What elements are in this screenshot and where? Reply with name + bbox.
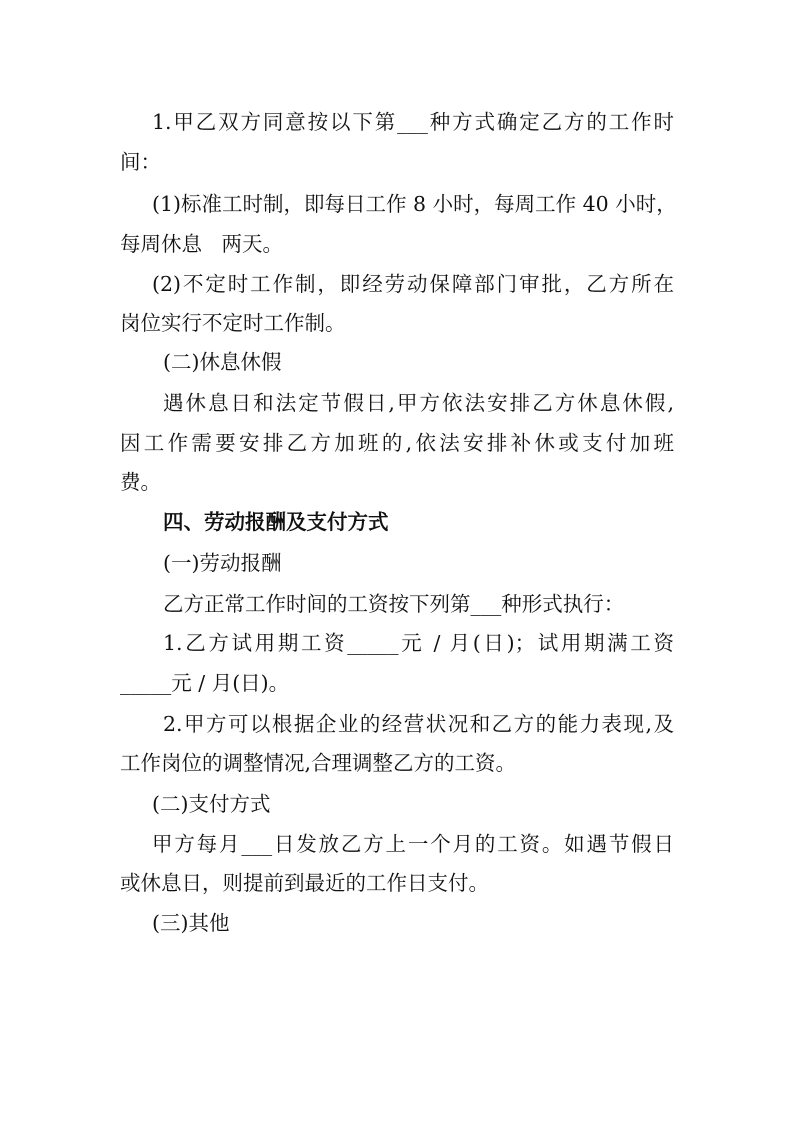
subsection-payment-title: (二)支付方式 (152, 792, 271, 816)
wage-adjustment-clause: 2.甲方可以根据企业的经营状况和乙方的能力表现,及 (163, 712, 674, 736)
payment-date-clause: 甲方每月___日发放乙方上一个月的工资。如遇节假日 (152, 832, 674, 856)
clause-work-hours-intro-cont: 间： (120, 150, 161, 174)
probation-wage-clause-cont: _____元 / 月(日)。 (120, 671, 290, 695)
rest-leave-paragraph-line2: 因工作需要安排乙方加班的,依法安排补休或支付加班 (120, 431, 674, 455)
payment-date-clause-cont: 或休息日，则提前到最近的工作日支付。 (120, 871, 489, 895)
flexible-hours-option: (2)不定时工作制，即经劳动保障部门审批，乙方所在 (152, 272, 674, 296)
section-rest-leave-title: (二)休息休假 (163, 350, 282, 374)
wage-form-clause: 乙方正常工作时间的工资按下列第___种形式执行： (163, 592, 625, 616)
section-remuneration-heading: 四、劳动报酬及支付方式 (163, 510, 389, 534)
probation-wage-clause: 1.乙方试用期工资_____元 / 月(日)；试用期满工资 (163, 631, 674, 655)
subsection-other-title: (三)其他 (152, 911, 230, 935)
wage-adjustment-clause-cont: 工作岗位的调整情况,合理调整乙方的工资。 (120, 751, 517, 775)
clause-work-hours-intro: 1.甲乙双方同意按以下第___种方式确定乙方的工作时 (152, 110, 674, 134)
rest-leave-paragraph-line3: 费。 (120, 470, 161, 494)
flexible-hours-option-cont: 岗位实行不定时工作制。 (120, 311, 346, 335)
subsection-remuneration-title: (一)劳动报酬 (163, 551, 282, 575)
rest-leave-paragraph: 遇休息日和法定节假日,甲方依法安排乙方休息休假, (163, 391, 674, 415)
standard-hours-option-cont: 每周休息 两天。 (120, 232, 284, 256)
standard-hours-option: (1)标准工时制，即每日工作 8 小时，每周工作 40 小时， (152, 192, 677, 216)
